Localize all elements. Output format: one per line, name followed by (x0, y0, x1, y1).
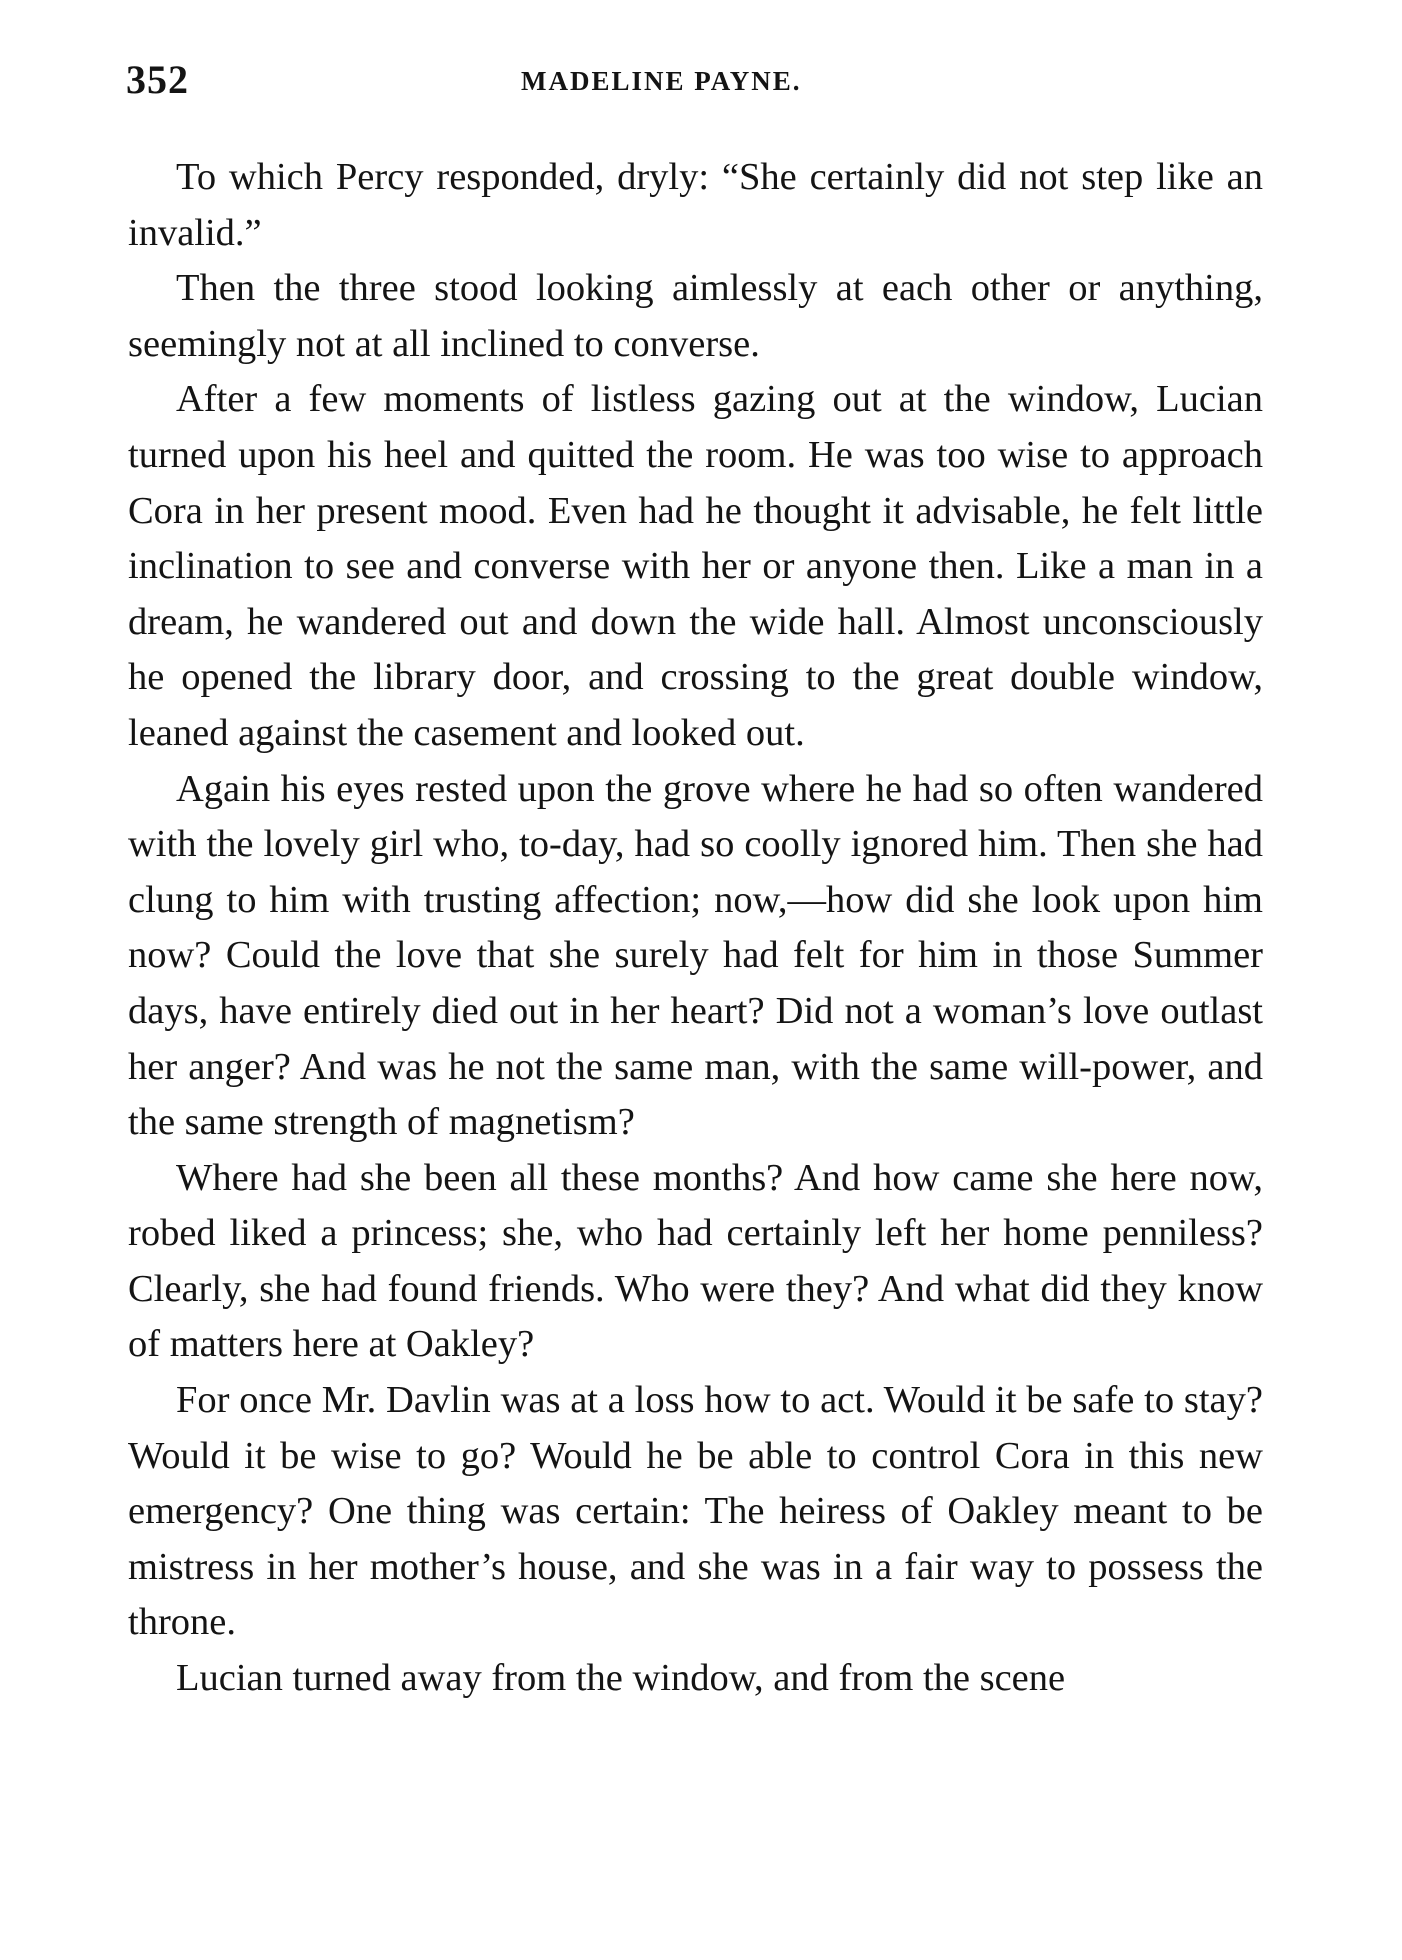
paragraph-4: Again his eyes rested upon the grove where he had so often wandered with the lovely girl who, to-day, had so coolly ignored him. Then she had clung to him with trusting affection; now,—how did she look upon him now? Could the love that she surely had felt for him in those Summer days, have entirely died out in her heart? Did not a woman’s love outlast her anger? And was he not the same man, with the same will-power, and the same strength of magnetism? (128, 767, 1263, 1144)
body-text (128, 150, 1263, 1707)
paragraph-1: To which Percy responded, dryly: “She certainly did not step like an invalid.” (128, 156, 1263, 254)
running-head (126, 56, 1261, 108)
paragraph-6: For once Mr. Davlin was at a loss how to act. Would it be safe to stay? Would it be wise to go? Would he be able to control Cora in this new emergency? One thing was certain: The heiress of Oakley meant to be mistress in her mother’s house, and she was in a fair way to possess the throne. (128, 1379, 1263, 1644)
paragraph-7: Lucian turned away from the window, and from the scene (176, 1657, 1066, 1700)
paragraph-5: Where had she been all these months? And how came she here now, robed liked a princess; she, who had certainly left her home penniless? Clearly, she had found friends. Who were they? And what did they know of matters here at Oakley? (128, 1156, 1263, 1366)
page-number: 352 (126, 57, 189, 102)
paragraph-2: Then the three stood looking aimlessly at each other or anything, seemingly not at all inclined to converse. (128, 267, 1263, 365)
running-title: MADELINE PAYNE. (521, 66, 802, 96)
paragraph-3: After a few moments of listless gazing out at the window, Lucian turned upon his heel and quitted the room. He was too wise to approach Cora in her present mood. Even had he thought it advisable, he felt little inclination to see and converse with her or anyone then. Like a man in a dream, he wandered out and down the wide hall. Almost unconsciously he opened the library door, and crossing to the great double window, leaned against the casement and looked out. (128, 378, 1263, 754)
